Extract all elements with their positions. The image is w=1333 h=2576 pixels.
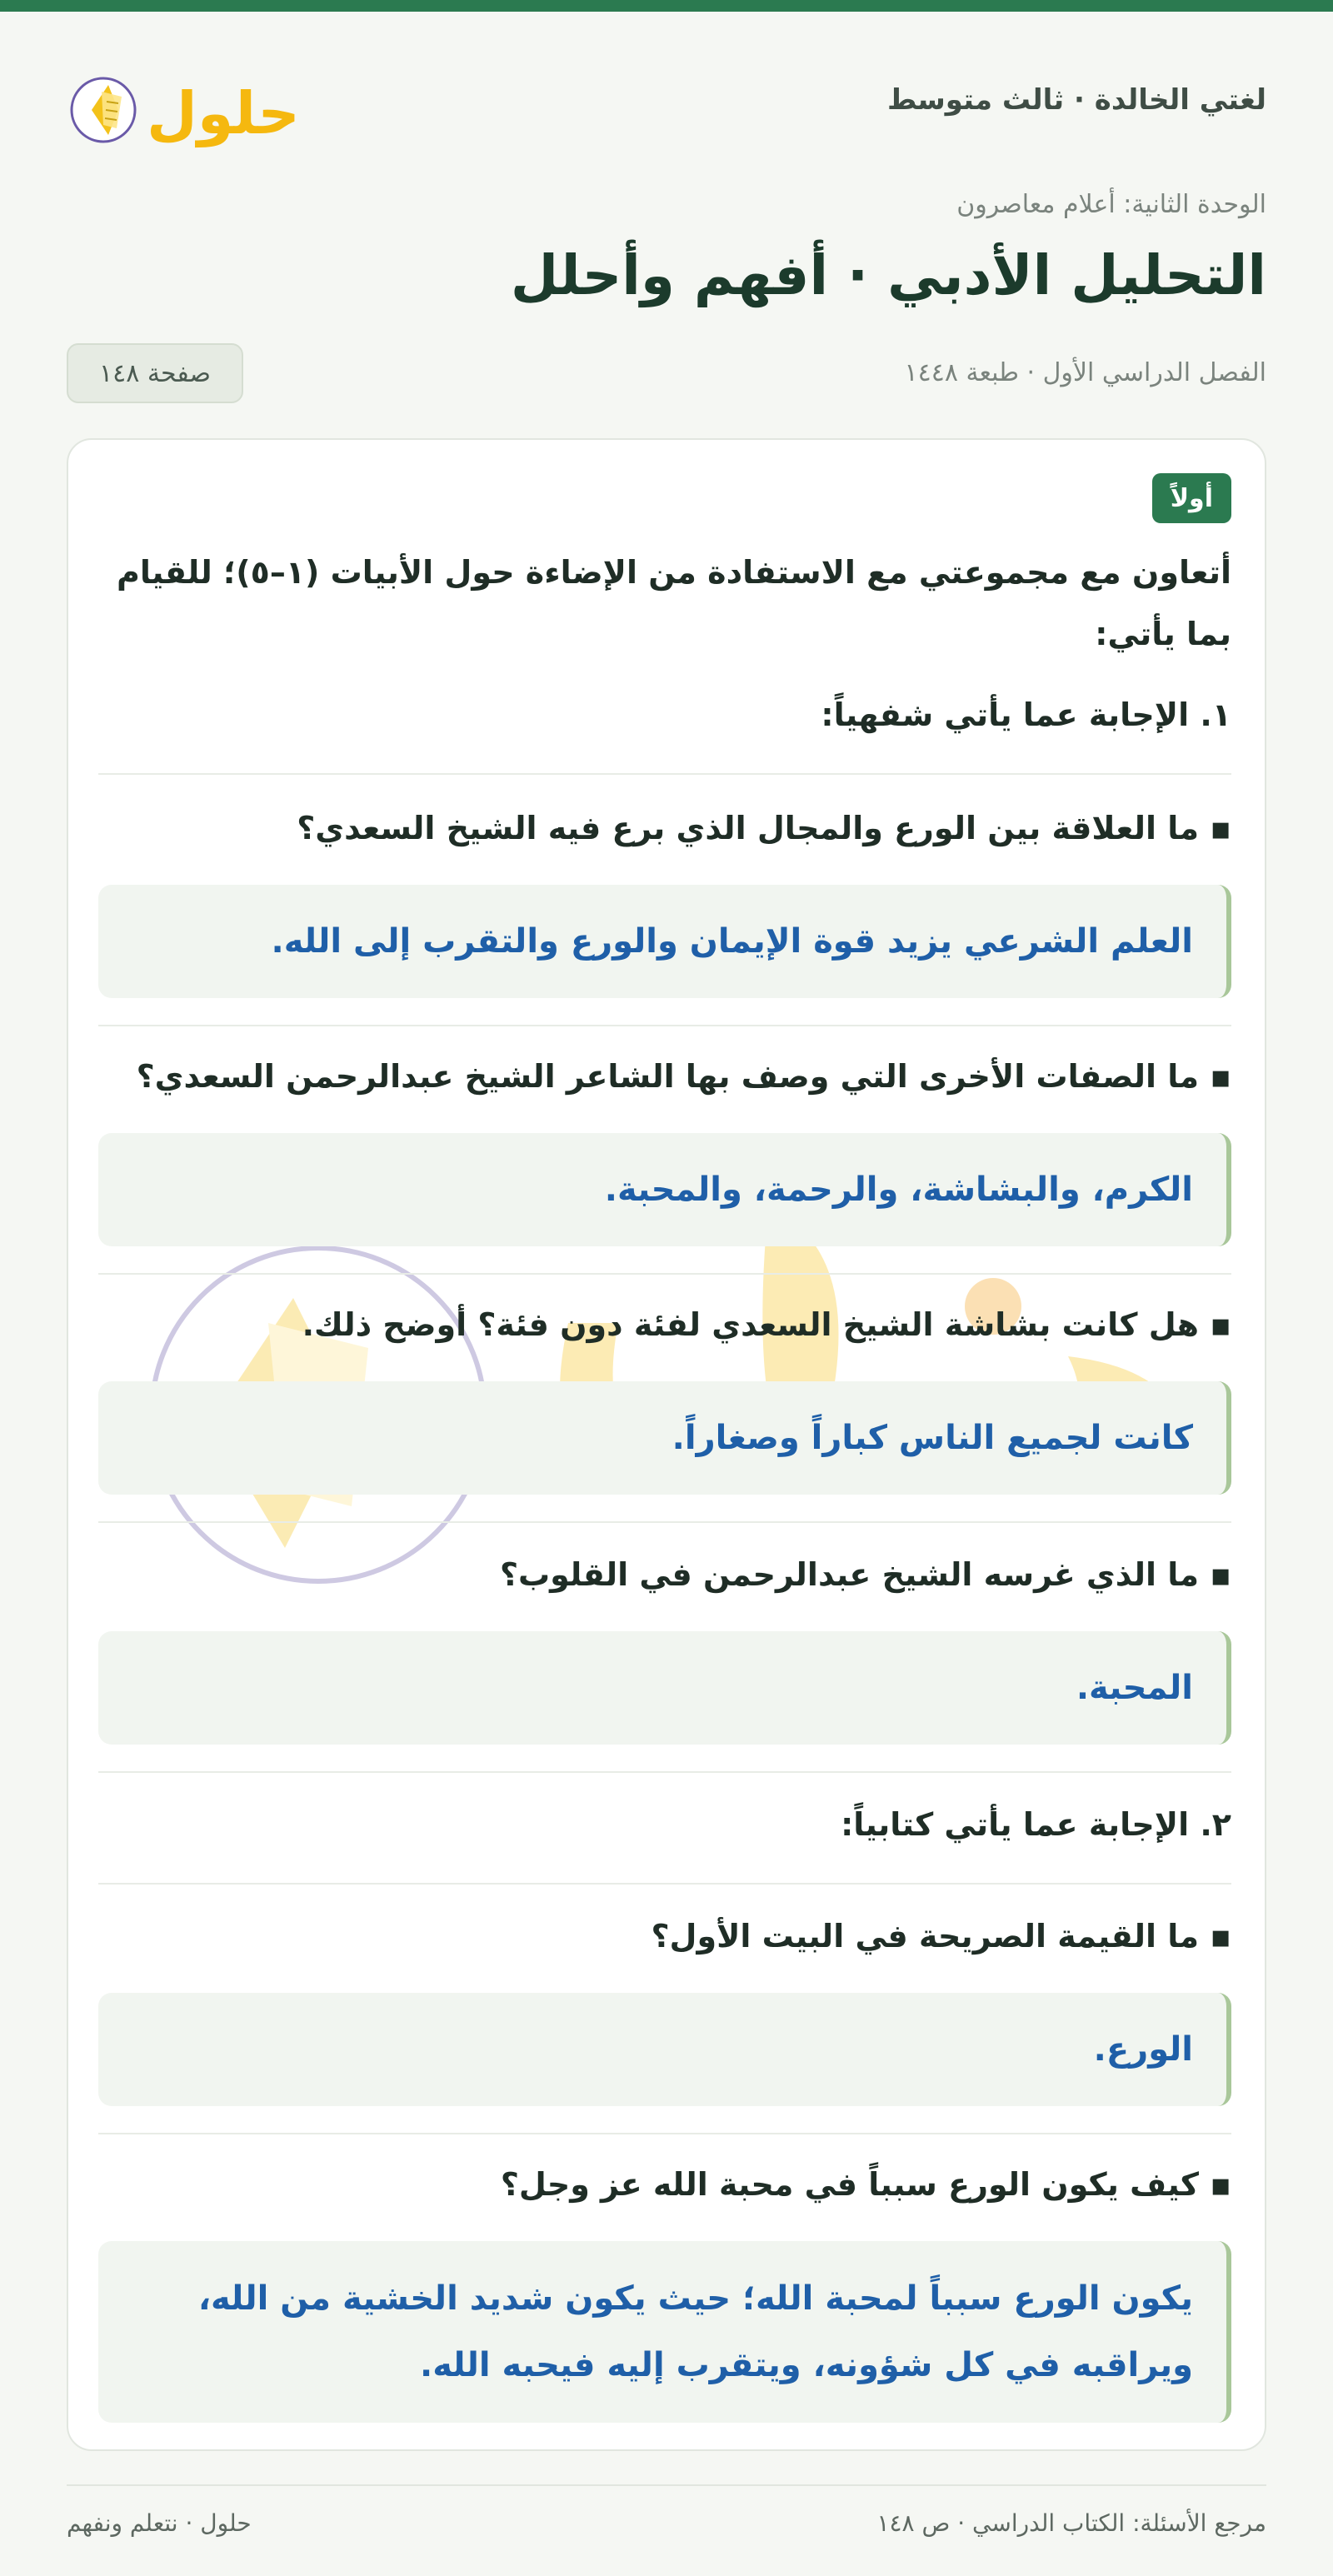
divider (98, 1883, 1231, 1885)
divider (98, 1521, 1231, 1523)
divider (98, 773, 1231, 775)
book-title: لغتي الخالدة · ثالث متوسط (886, 83, 1266, 117)
question-1: ▪ ما العلاقة بين الورع والمجال الذي برع فيه الشيخ السعدي؟ (297, 810, 1231, 846)
top-accent-bar (0, 0, 1333, 12)
footer-reference: مرجع الأسئلة: الكتاب الدراسي · ص ١٤٨ (876, 2509, 1266, 2537)
question-2: ▪ ما الصفات الأخرى التي وصف بها الشاعر الشيخ عبدالرحمن السعدي؟ (136, 1058, 1231, 1095)
answer-4 (98, 1631, 1231, 1745)
unit-label: الوحدة الثانية: أعلام معاصرون (956, 190, 1266, 219)
exercise-instructions: أتعاون مع مجموعتي مع الاستفادة من الإضاءة حول الأبيات (١–٥)؛ للقيام بما يأتي: (117, 554, 1231, 652)
question-3: ▪ هل كانت بشاشة الشيخ السعدي لفئة دون فئة؟ أوضح ذلك. (302, 1306, 1231, 1343)
section-badge: أولاً (1152, 473, 1231, 523)
answer-6 (98, 2241, 1231, 2423)
exercise-card (67, 438, 1266, 2451)
answer-text: الكرم، والبشاشة، والرحمة، والمحبة. (604, 1171, 1193, 1209)
question-4: ▪ ما الذي غرسه الشيخ عبدالرحمن في القلوب؟ (499, 1556, 1231, 1593)
section-heading-written: ٢. الإجابة عما يأتي كتابياً: (841, 1806, 1231, 1843)
answer-text: العلم الشرعي يزيد قوة الإيمان والورع والتقرب إلى الله. (271, 922, 1193, 961)
logo-text: حلول (147, 79, 300, 147)
divider (98, 1273, 1231, 1275)
answer-1 (98, 885, 1231, 998)
divider (98, 1771, 1231, 1773)
question-5: ▪ ما القيمة الصريحة في البيت الأول؟ (651, 1918, 1231, 1954)
hulul-logo[interactable] (67, 60, 317, 158)
divider (98, 2133, 1231, 2134)
answer-text: المحبة. (1076, 1669, 1193, 1707)
answer-text: كانت لجميع الناس كباراً وصغاراً. (671, 1419, 1193, 1457)
answer-3 (98, 1381, 1231, 1495)
footer-divider (67, 2484, 1266, 2486)
page-number-chip: صفحة ١٤٨ (67, 343, 243, 403)
divider (98, 1025, 1231, 1026)
answer-text: الورع. (1093, 2030, 1193, 2069)
page-header (67, 60, 1266, 160)
answer-text: يكون الورع سبباً لمحبة الله؛ حيث يكون شديد الخشية من الله، ويراقبه في كل شؤونه، ويتقرب إليه فيحبه الله. (197, 2279, 1193, 2384)
term-label: الفصل الدراسي الأول · طبعة ١٤٤٨ (904, 358, 1266, 387)
lesson-title: التحليل الأدبي · أفهم وأحلل (510, 243, 1266, 307)
section-heading-oral: ١. الإجابة عما يأتي شفهياً: (821, 696, 1231, 733)
answer-5 (98, 1993, 1231, 2106)
answer-2 (98, 1133, 1231, 1246)
question-6: ▪ كيف يكون الورع سبباً في محبة الله عز وجل؟ (500, 2166, 1231, 2203)
footer-tagline: حلول · نتعلم ونفهم (67, 2509, 252, 2537)
